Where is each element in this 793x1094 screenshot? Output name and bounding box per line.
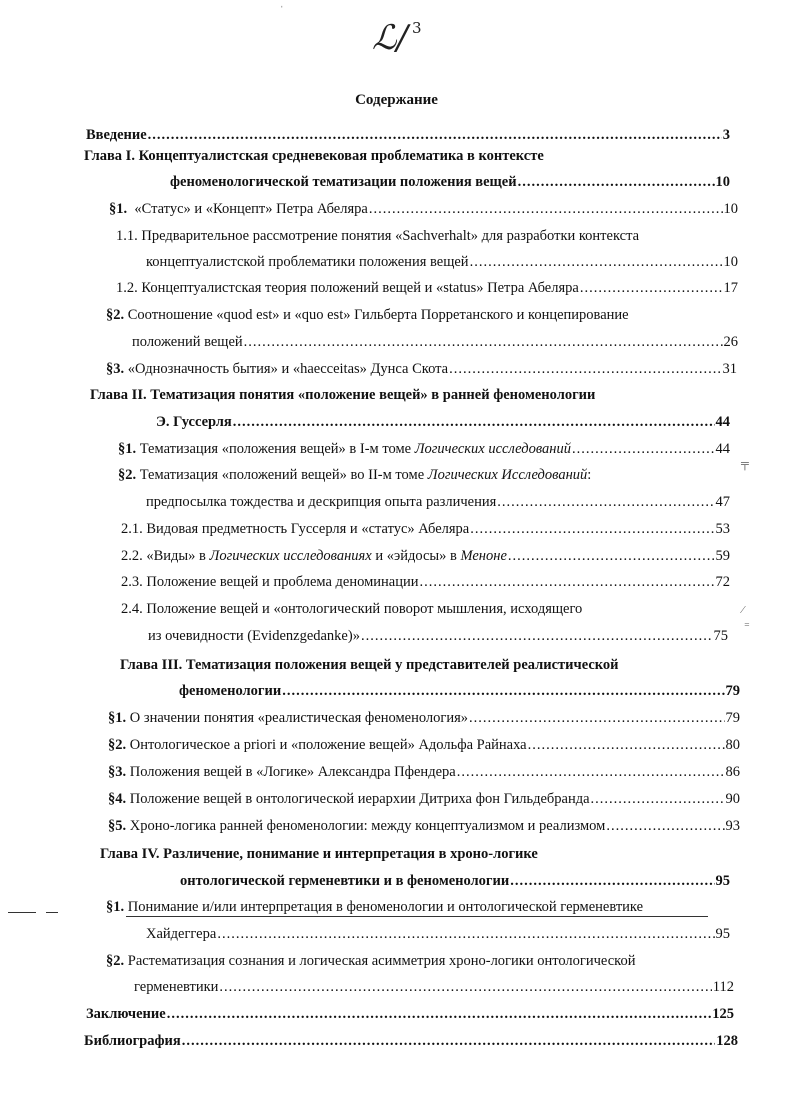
toc-entry-3-s1: §1. О значении понятия «реалистическая феноменология» ..... 79	[108, 710, 740, 730]
toc-entry-2-s2: предпосылка тождества и дескрипция опыта различения ..... 47	[146, 494, 730, 514]
toc-entry-3-s5: §5. Хроно-логика ранней феноменологии: между концептуализмом и реализмом ..... 93	[108, 818, 740, 838]
handwritten-page-mark: ℒ/ $^3$	[372, 18, 422, 58]
toc-entry-1-1-line1: 1.1. Предварительное рассмотрение понятия «Sachverhalt» для разработки контекста	[116, 228, 640, 244]
toc-entry-2-1: 2.1. Видовая предметность Гуссерля и «статус» Абеляра ..... 53	[121, 521, 730, 541]
toc-entry-1-1: концептуалистской проблематики положения вещей ..... 10	[146, 254, 738, 274]
scan-speck: ╤	[741, 458, 749, 470]
chapter-4-heading: Глава IV. Различение, понимание и интерпретация в хроно-логике	[100, 846, 538, 862]
chapter-3-heading: Глава III. Тематизация положения вещей у представителей реалистической	[120, 657, 619, 673]
toc-entry-1-2: 1.2. Концептуалистская теория положений вещей и «status» Петра Абеляра ..... 17	[116, 280, 738, 300]
toc-entry-3-s4: §4. Положение вещей в онтологической иерархии Дитриха фон Гильдебранда ..... 90	[108, 791, 740, 811]
scan-speck: ˈ	[280, 4, 284, 16]
toc-entry-1-s2-line1: §2. Соотношение «quod est» и «quo est» Гильберта Порретанского и концепирование	[106, 307, 629, 323]
margin-dash	[46, 912, 58, 913]
page-number: 3	[411, 19, 422, 37]
handwritten-underline	[126, 916, 708, 917]
toc-entry-intro: Введение ..... 3	[86, 127, 730, 147]
toc-entry-4-s2-line1: §2. Растематизация сознания и логическая асимметрия хроно-логики онтологической	[106, 953, 636, 969]
toc-entry-4-s1-line1: §1. Понимание и/или интерпретация в феноменологии и онтологической герменевтике	[106, 899, 644, 915]
toc-entry-2-2: 2.2. «Виды» в Логических исследованиях и «эйдосы» в Меноне ..... 59	[121, 548, 730, 568]
toc-entry-chapter-1: феноменологической тематизации положения вещей ..... 10	[170, 174, 730, 194]
toc-entry-2-s1: §1. Тематизация «положения вещей» в I-м томе Логических исследований ..... 44	[118, 441, 730, 461]
toc-entry-2-s2-line1: §2. Тематизация «положений вещей» во II-м томе Логических Исследований:	[118, 467, 592, 483]
toc-entry-1-s2: положений вещей ..... 26	[132, 334, 738, 354]
page-title: Содержание	[355, 92, 438, 108]
toc-entry-3-s3: §3. Положения вещей в «Логике» Александра Пфендера ..... 86	[108, 764, 740, 784]
toc-entry-1-s1: §1. «Статус» и «Концепт» Петра Абеляра ..... 10	[109, 201, 738, 221]
toc-entry-3-s2: §2. Онтологическое a priori и «положение вещей» Адольфа Райнаха ..... 80	[108, 737, 740, 757]
toc-entry-1-s3: §3. «Однозначность бытия» и «haecceitas» Дунса Скота ..... 31	[106, 361, 737, 381]
toc-entry-2-3: 2.3. Положение вещей и проблема деноминации ..... 72	[121, 574, 730, 594]
toc-entry-chapter-2: Э. Гуссерля ..... 44	[156, 414, 730, 434]
toc-entry-4-s2: герменевтики ..... 112	[134, 979, 734, 999]
chapter-1-heading: Глава I. Концептуалистская средневековая проблематика в контексте	[84, 148, 544, 164]
toc-entry-2-4: из очевидности (Evidenzgedanke)» ..... 75	[148, 628, 728, 648]
toc-entry-conclusion: Заключение ..... 125	[86, 1006, 734, 1026]
toc-entry-bibliography: Библиография ..... 128	[84, 1033, 738, 1053]
chapter-2-heading: Глава II. Тематизация понятия «положение вещей» в ранней феноменологии	[90, 387, 596, 403]
toc-entry-chapter-3: феноменологии ..... 79	[179, 683, 740, 703]
scan-speck: ⁄	[742, 604, 744, 616]
toc-entry-4-s1: Хайдеггера ..... 95	[146, 926, 730, 946]
margin-dash	[8, 912, 36, 913]
toc-entry-2-4-line1: 2.4. Положение вещей и «онтологический поворот мышления, исходящего	[121, 601, 583, 617]
scan-speck: ⁼	[744, 621, 750, 633]
toc-entry-chapter-4: онтологической герменевтики и в феноменологии ..... 95	[180, 873, 730, 893]
